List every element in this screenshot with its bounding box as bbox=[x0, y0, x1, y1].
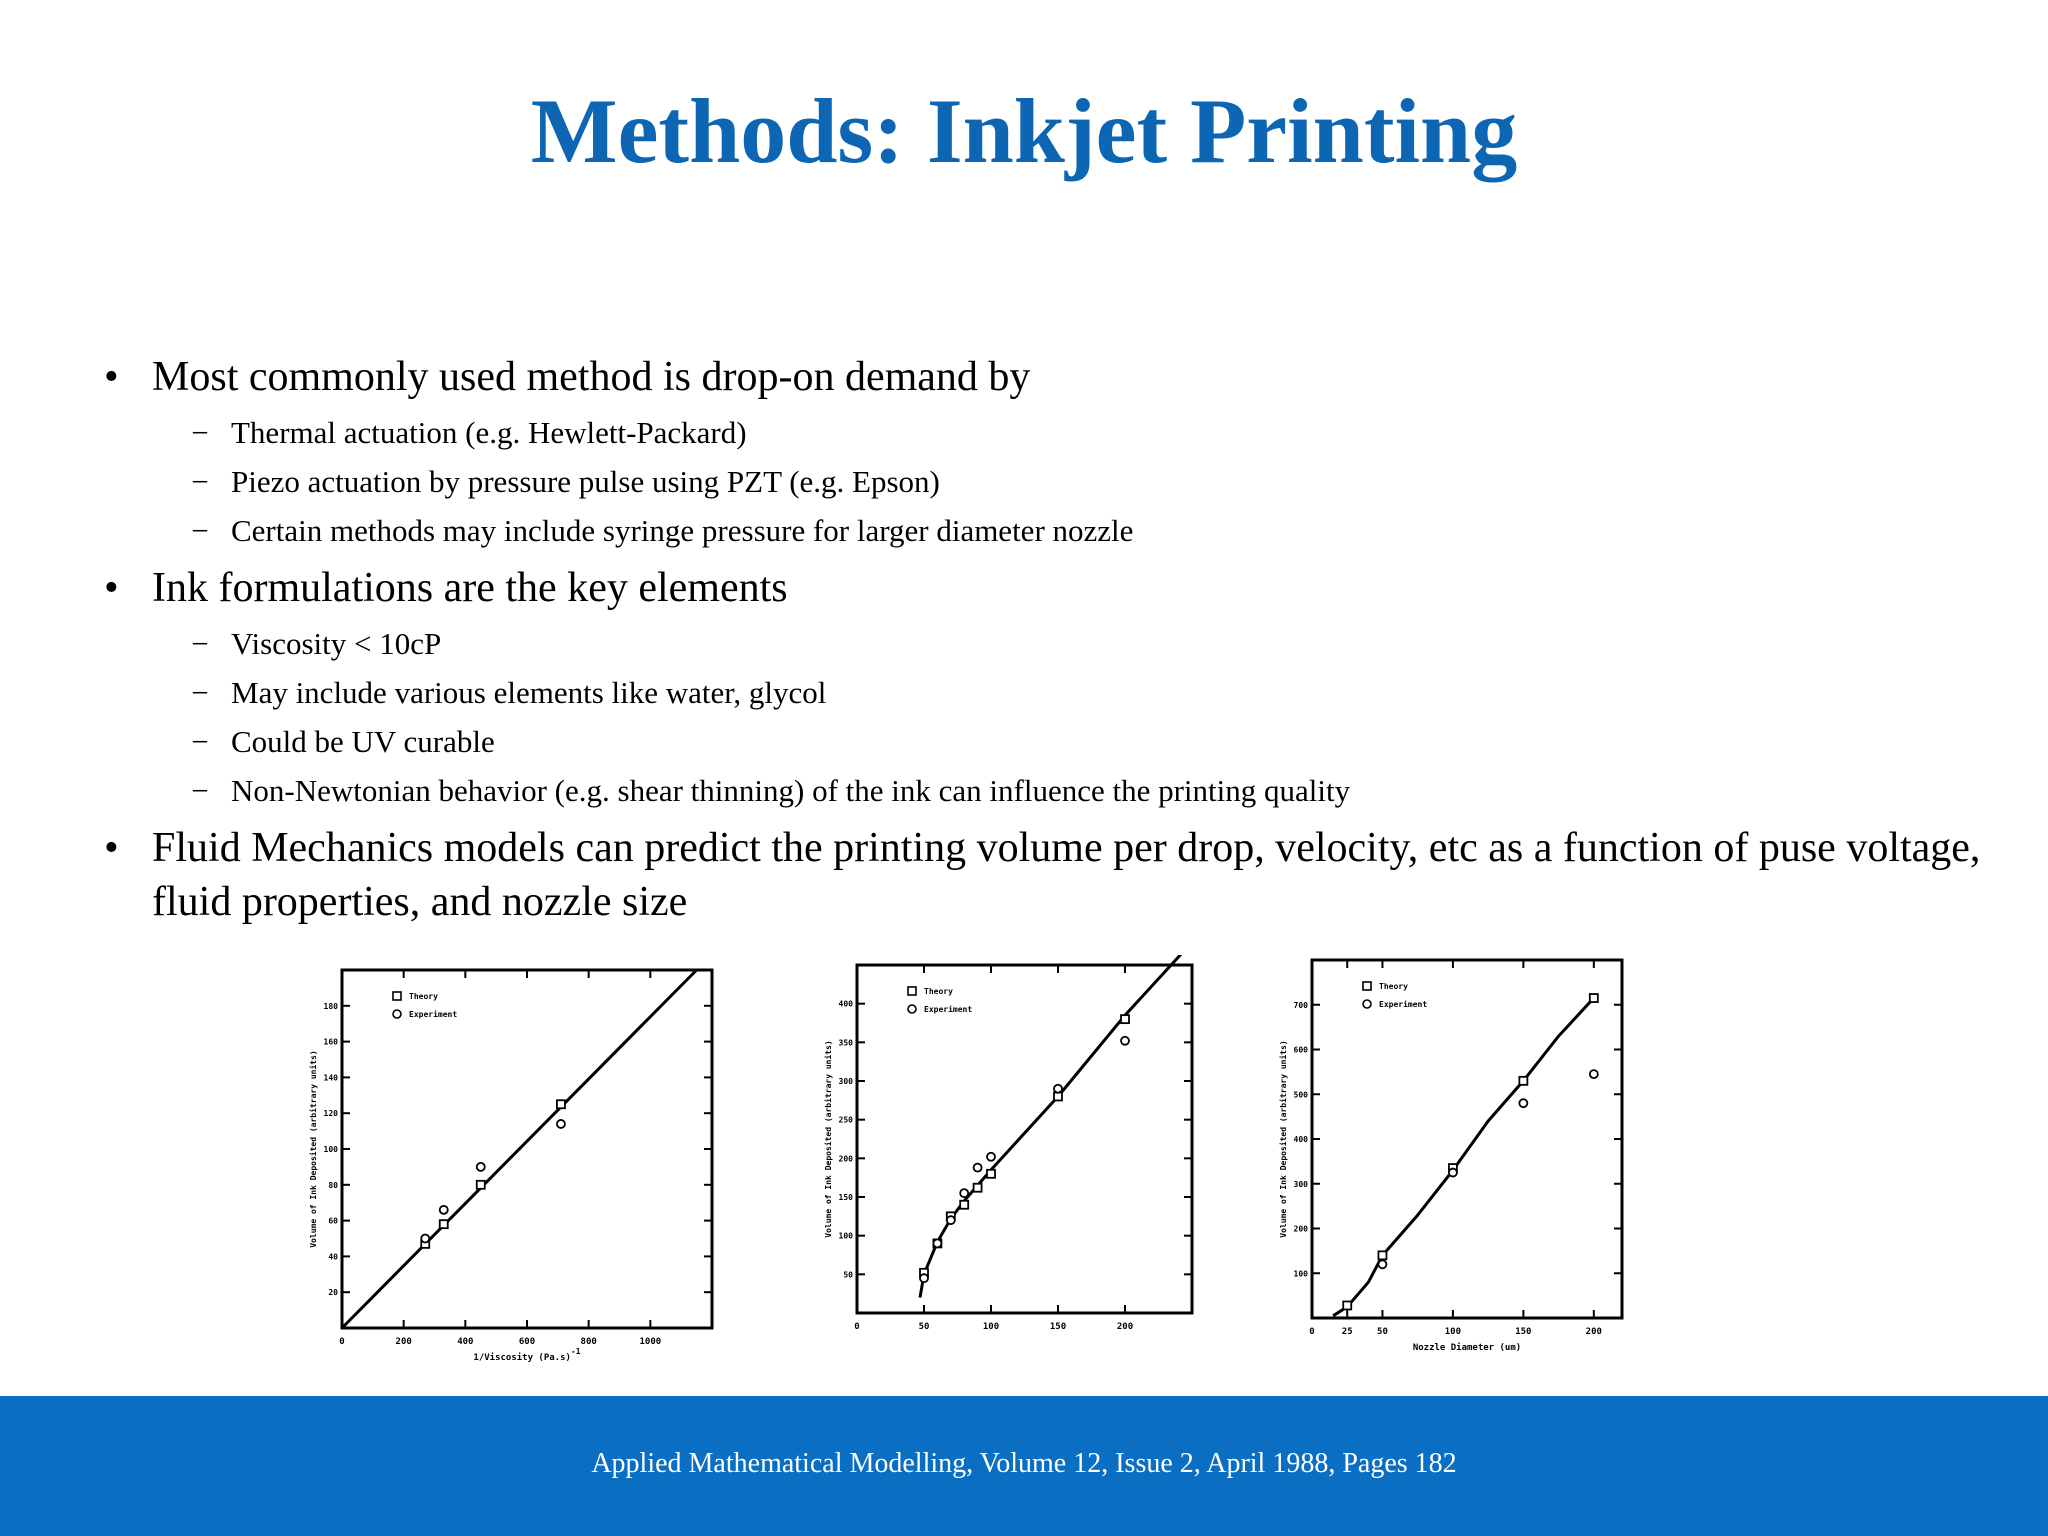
x-tick-label: 1000 bbox=[639, 1337, 662, 1347]
y-tick-label: 400 bbox=[1293, 1135, 1308, 1144]
y-axis-label: Volume of Ink Deposited (arbitrary units) bbox=[309, 1050, 318, 1248]
bullet-marker: • bbox=[104, 565, 119, 611]
sub-bullet-item bbox=[100, 457, 2000, 506]
dash-marker: − bbox=[191, 675, 209, 710]
y-tick-label: 300 bbox=[1293, 1179, 1308, 1189]
sub-bullet-item bbox=[100, 766, 2000, 815]
experiment-point bbox=[1590, 1070, 1598, 1078]
legend-label: Theory bbox=[409, 992, 438, 1001]
chart-svg bbox=[300, 960, 720, 1380]
x-axis-label bbox=[1413, 1342, 1521, 1353]
bullet-list bbox=[100, 350, 2000, 931]
x-axis-label-text: 1/Viscosity (Pa.s) bbox=[473, 1353, 571, 1363]
y-tick-label: 180 bbox=[323, 1001, 338, 1011]
experiment-point bbox=[1054, 1085, 1062, 1093]
x-tick-label: 50 bbox=[918, 1322, 930, 1332]
legend-marker-circle bbox=[908, 1005, 916, 1013]
plot-frame bbox=[342, 970, 712, 1328]
theory-point bbox=[557, 1100, 565, 1108]
theory-point bbox=[1121, 1015, 1129, 1023]
bullet-marker: • bbox=[104, 354, 119, 400]
theory-point bbox=[974, 1184, 982, 1192]
experiment-point bbox=[1121, 1037, 1129, 1045]
x-tick-label: 150 bbox=[1049, 1322, 1067, 1332]
dash-marker: − bbox=[191, 464, 209, 499]
x-tick-label: 50 bbox=[1377, 1327, 1388, 1337]
x-tick-label: 100 bbox=[982, 1322, 1000, 1332]
theory-point bbox=[440, 1220, 448, 1228]
dash-marker: − bbox=[191, 626, 209, 661]
theory-point bbox=[987, 1170, 995, 1178]
legend-marker-circle bbox=[393, 1010, 401, 1018]
sub-bullet-text: Piezo actuation by pressure pulse using PZT (e.g. Epson) bbox=[231, 464, 940, 499]
legend-marker-square bbox=[393, 992, 401, 1000]
theory-point bbox=[1590, 994, 1598, 1002]
bullet-text: Fluid Mechanics models can predict the printing volume per drop, velocity, etc as a function of puse voltage, fluid properties, and nozzle size bbox=[152, 825, 1981, 925]
dash-marker: − bbox=[191, 513, 209, 548]
experiment-point bbox=[1449, 1169, 1457, 1177]
y-tick-label: 250 bbox=[838, 1115, 853, 1125]
x-tick-label: 0 bbox=[854, 1322, 860, 1332]
legend-label: Theory bbox=[924, 987, 953, 996]
chart-viscosity bbox=[300, 960, 720, 1380]
legend-marker-square bbox=[908, 987, 916, 995]
y-tick-label: 40 bbox=[328, 1252, 338, 1262]
y-tick-label: 300 bbox=[838, 1077, 853, 1086]
y-axis-label: Volume of Ink Deposited (arbitrary units) bbox=[824, 1040, 833, 1238]
x-tick-label: 800 bbox=[580, 1337, 597, 1347]
x-tick-label: 0 bbox=[339, 1337, 345, 1347]
y-tick-label: 80 bbox=[328, 1180, 338, 1190]
sub-bullet-list bbox=[152, 408, 2000, 555]
y-tick-label: 500 bbox=[1293, 1090, 1308, 1100]
theory-curve bbox=[342, 970, 697, 1328]
y-tick-label: 60 bbox=[328, 1216, 338, 1226]
sub-bullet-text: Certain methods may include syringe pressure for larger diameter nozzle bbox=[231, 513, 1134, 548]
theory-point bbox=[1378, 1251, 1386, 1259]
sub-bullet-text: May include various elements like water, glycol bbox=[231, 675, 827, 710]
y-tick-label: 200 bbox=[838, 1154, 853, 1164]
theory-point bbox=[960, 1201, 968, 1209]
y-tick-label: 50 bbox=[843, 1270, 853, 1280]
sub-bullet-item bbox=[100, 717, 2000, 766]
sub-bullet-item bbox=[100, 668, 2000, 717]
x-tick-label: 600 bbox=[518, 1337, 536, 1347]
bullet-item bbox=[100, 350, 2000, 555]
x-tick-label: 100 bbox=[1444, 1327, 1462, 1337]
experiment-point bbox=[974, 1164, 982, 1172]
x-axis-label-exponent: -1 bbox=[570, 1347, 581, 1356]
y-tick-label: 160 bbox=[323, 1037, 338, 1047]
experiment-point bbox=[920, 1274, 928, 1282]
experiment-point bbox=[477, 1163, 485, 1171]
sub-bullet-text: Non-Newtonian behavior (e.g. shear thinning) of the ink can influence the printing quality bbox=[231, 773, 1351, 808]
citation: Applied Mathematical Modelling, Volume 12, Issue 2, April 1988, Pages 182 bbox=[591, 1448, 1457, 1479]
y-tick-label: 100 bbox=[323, 1145, 338, 1154]
experiment-point bbox=[557, 1120, 565, 1128]
chart-pulse bbox=[815, 955, 1200, 1365]
experiment-point bbox=[1519, 1099, 1527, 1107]
x-tick-label: 200 bbox=[1116, 1322, 1134, 1332]
y-axis-label: Volume of Ink Deposited (arbitrary units) bbox=[1279, 1040, 1288, 1238]
dash-marker: − bbox=[191, 773, 209, 808]
x-tick-label: 200 bbox=[1585, 1327, 1602, 1337]
theory-point bbox=[1519, 1077, 1527, 1085]
sub-bullet-list bbox=[152, 619, 2000, 815]
experiment-point bbox=[960, 1189, 968, 1197]
experiment-point bbox=[947, 1216, 955, 1224]
bullet-item bbox=[100, 561, 2000, 815]
y-tick-label: 400 bbox=[838, 999, 853, 1009]
plot-frame bbox=[1312, 960, 1622, 1318]
x-tick-label: 200 bbox=[395, 1337, 412, 1347]
x-tick-label: 0 bbox=[1309, 1327, 1315, 1337]
x-tick-label: 150 bbox=[1515, 1327, 1532, 1337]
dash-marker: − bbox=[191, 415, 209, 450]
experiment-point bbox=[933, 1239, 941, 1247]
y-tick-label: 350 bbox=[838, 1038, 853, 1048]
legend-label: Experiment bbox=[924, 1005, 973, 1014]
x-tick-label: 400 bbox=[457, 1337, 474, 1347]
y-tick-label: 140 bbox=[323, 1073, 338, 1083]
bullet-text: Most commonly used method is drop-on demand by bbox=[152, 354, 1031, 400]
legend-label: Experiment bbox=[1379, 1000, 1428, 1009]
experiment-point bbox=[1378, 1260, 1386, 1268]
bullet-item bbox=[100, 821, 2000, 929]
y-tick-label: 100 bbox=[838, 1231, 853, 1241]
legend-label: Theory bbox=[1379, 982, 1408, 991]
y-tick-label: 100 bbox=[1293, 1269, 1308, 1279]
sub-bullet-text: Thermal actuation (e.g. Hewlett-Packard) bbox=[231, 415, 747, 450]
legend-marker-circle bbox=[1363, 1000, 1371, 1008]
chart-svg bbox=[815, 955, 1200, 1365]
legend-marker-square bbox=[1363, 982, 1371, 990]
theory-point bbox=[1054, 1092, 1062, 1100]
theory-point bbox=[477, 1181, 485, 1189]
y-tick-label: 20 bbox=[328, 1288, 338, 1298]
y-tick-label: 150 bbox=[838, 1193, 853, 1202]
experiment-point bbox=[440, 1206, 448, 1214]
bullet-text: Ink formulations are the key elements bbox=[152, 565, 788, 611]
dash-marker: − bbox=[191, 724, 209, 759]
theory-point bbox=[1343, 1301, 1351, 1309]
sub-bullet-item bbox=[100, 506, 2000, 555]
sub-bullet-text: Could be UV curable bbox=[231, 724, 495, 759]
x-axis-label bbox=[473, 1347, 580, 1363]
y-tick-label: 700 bbox=[1293, 1000, 1308, 1010]
sub-bullet-item bbox=[100, 408, 2000, 457]
slide-title: Methods: Inkjet Printing bbox=[530, 80, 1518, 182]
y-tick-label: 600 bbox=[1293, 1045, 1308, 1055]
y-tick-label: 200 bbox=[1293, 1224, 1308, 1234]
x-axis-label-text: Nozzle Diameter (um) bbox=[1412, 1343, 1522, 1353]
plot-frame bbox=[857, 965, 1192, 1313]
theory-curve bbox=[1333, 998, 1594, 1316]
y-tick-label: 120 bbox=[323, 1109, 338, 1119]
sub-bullet-text: Viscosity < 10cP bbox=[231, 626, 442, 661]
bullet-marker: • bbox=[104, 825, 119, 871]
chart-svg bbox=[1270, 950, 1630, 1370]
experiment-point bbox=[987, 1153, 995, 1161]
legend-label: Experiment bbox=[409, 1010, 458, 1019]
chart-nozzle-diameter bbox=[1270, 950, 1630, 1370]
x-tick-label: 25 bbox=[1341, 1327, 1353, 1337]
sub-bullet-item bbox=[100, 619, 2000, 668]
experiment-point bbox=[421, 1235, 429, 1243]
